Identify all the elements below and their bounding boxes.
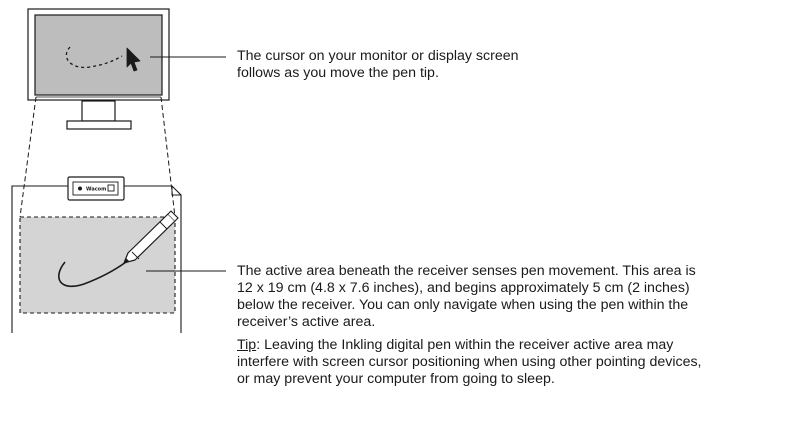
monitor-neck bbox=[82, 101, 115, 121]
tip-caption bbox=[237, 337, 777, 388]
tip-caption-line3: or may prevent your computer from going to sleep. bbox=[237, 371, 555, 387]
active-area-caption-line3: below the receiver. You can only navigate when using the pen within the bbox=[237, 297, 689, 313]
monitor-screen bbox=[35, 15, 162, 95]
receiver-logo: Wacom bbox=[86, 186, 107, 193]
monitor-illustration bbox=[28, 9, 169, 129]
receiver-indicator-icon bbox=[78, 187, 82, 191]
tip-caption-line2: interfere with screen cursor positioning when using other pointing devices, bbox=[237, 354, 702, 370]
active-area-illustration bbox=[20, 211, 178, 313]
projection-line-right bbox=[161, 97, 175, 217]
tip-caption-line1 bbox=[237, 337, 777, 354]
monitor-caption bbox=[237, 48, 637, 82]
active-area-caption bbox=[237, 263, 777, 331]
monitor-base bbox=[67, 121, 131, 129]
active-area-caption-line4: receiver’s active area. bbox=[237, 314, 376, 330]
tip-label: Tip bbox=[237, 337, 257, 353]
receiver-illustration bbox=[68, 177, 124, 200]
active-area-caption-line1: The active area beneath the receiver senses pen movement. This area is bbox=[237, 263, 696, 279]
active-area-caption-line2: 12 x 19 cm (4.8 x 7.6 inches), and begins approximately 5 cm (2 inches) bbox=[237, 280, 690, 296]
monitor-caption-line1: The cursor on your monitor or display screen bbox=[237, 48, 519, 64]
monitor-caption-line2: follows as you move the pen tip. bbox=[237, 65, 439, 81]
projection-line-left bbox=[20, 97, 36, 217]
tip-caption-line1-text: : Leaving the Inkling digital pen within the receiver active area may bbox=[256, 337, 674, 353]
